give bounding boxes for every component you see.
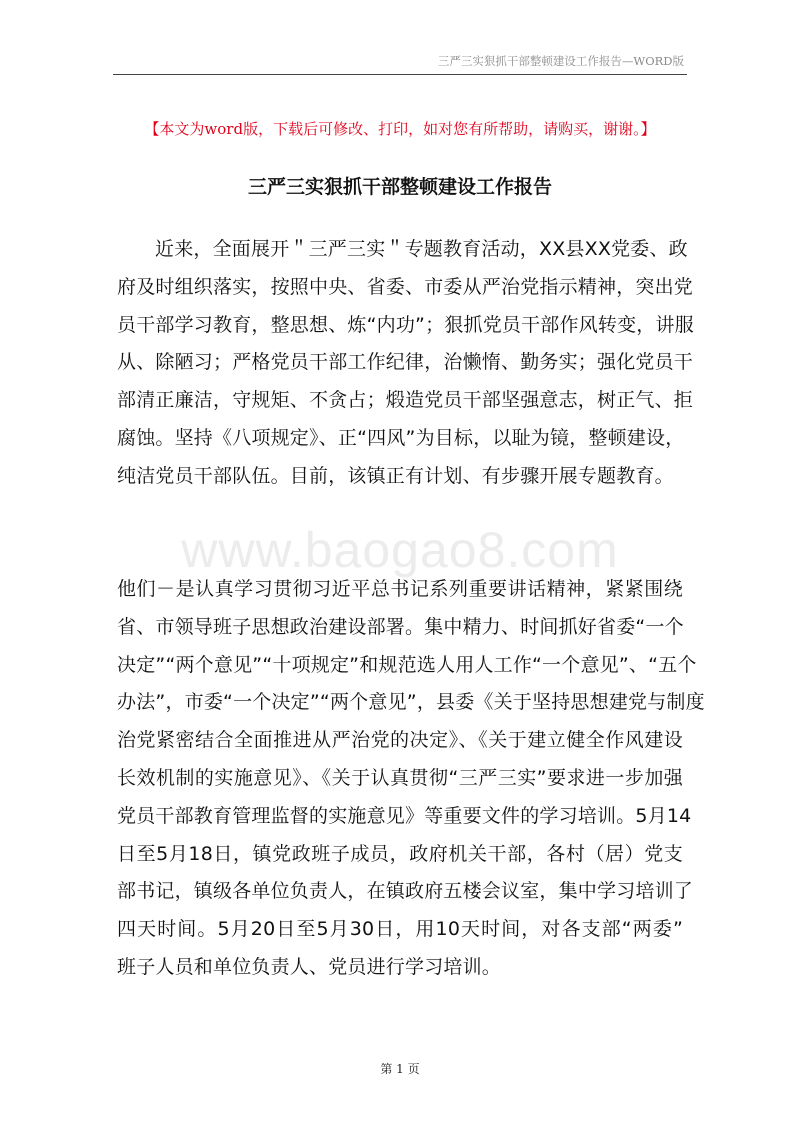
header-divider <box>113 74 687 75</box>
watermark: www.baogao8.com <box>181 522 619 578</box>
paragraph-intro <box>117 231 694 496</box>
download-notice: 【本文为word版，下载后可修改、打印，如对您有所帮助，请购买，谢谢。】 <box>144 120 656 138</box>
paragraph-line: 纯洁党员干部队伍。目前，该镇正有计划、有步骤开展专题教育。 <box>117 464 674 487</box>
paragraph-line: 办法”，市委“一个决定”“两个意见”，县委《关于坚持思想建党与制度 <box>117 691 705 714</box>
paragraph-line: 从、除陋习；严格党员干部工作纪律，治懒惰、勤务实；强化党员干 <box>117 351 694 374</box>
document-title: 三严三实狠抓干部整顿建设工作报告 <box>247 176 552 198</box>
paragraph-study <box>117 571 705 987</box>
paragraph-line: 党员干部教育管理监督的实施意见》等重要文件的学习培训。5月14 <box>117 804 692 827</box>
paragraph-line: 部清正廉洁，守规矩、不贪占；煅造党员干部坚强意志，树正气、拒 <box>117 389 694 412</box>
paragraph-line: 班子人员和单位负责人、党员进行学习培训。 <box>117 955 502 978</box>
paragraph-line: 省、市领导班子思想政治建设部署。集中精力、时间抓好省委“一个 <box>117 615 684 638</box>
paragraph-line: 决定”“两个意见”“十项规定”和规范选人用人工作“一个意见”、“五个 <box>117 653 697 676</box>
paragraph-line: 部书记，镇级各单位负责人，在镇政府五楼会议室，集中学习培训了 <box>117 880 694 903</box>
paragraph-line: 府及时组织落实，按照中央、省委、市委从严治党指示精神，突出党 <box>117 275 694 298</box>
paragraph-line: 日至5月18日，镇党政班子成员，政府机关干部，各村（居）党支 <box>117 842 683 865</box>
paragraph-line: 长效机制的实施意见》、《关于认真贯彻“三严三实”要求进一步加强 <box>117 766 683 789</box>
paragraph-line: 近来，全面展开＂三严三实＂专题教育活动，XX县XX党委、政 <box>155 238 688 260</box>
paragraph-line: 四天时间。5月20日至5月30日，用10天时间，对各支部“两委” <box>117 918 683 941</box>
paragraph-line: 员干部学习教育，整思想、炼“内功”；狠抓党员干部作风转变，讲服 <box>117 313 694 336</box>
page-number: 第 1 页 <box>380 1062 420 1076</box>
paragraph-line: 腐蚀。坚持《八项规定》、正“四风”为目标，以耻为镜，整顿建设， <box>117 426 685 449</box>
running-header: 三严三实狠抓干部整顿建设工作报告—WORD版 <box>437 54 684 68</box>
paragraph-line: 他们－是认真学习贯彻习近平总书记系列重要讲话精神，紧紧围绕 <box>117 578 683 600</box>
paragraph-line: 治党紧密结合全面推进从严治党的决定》、《关于建立健全作风建设 <box>117 729 683 752</box>
